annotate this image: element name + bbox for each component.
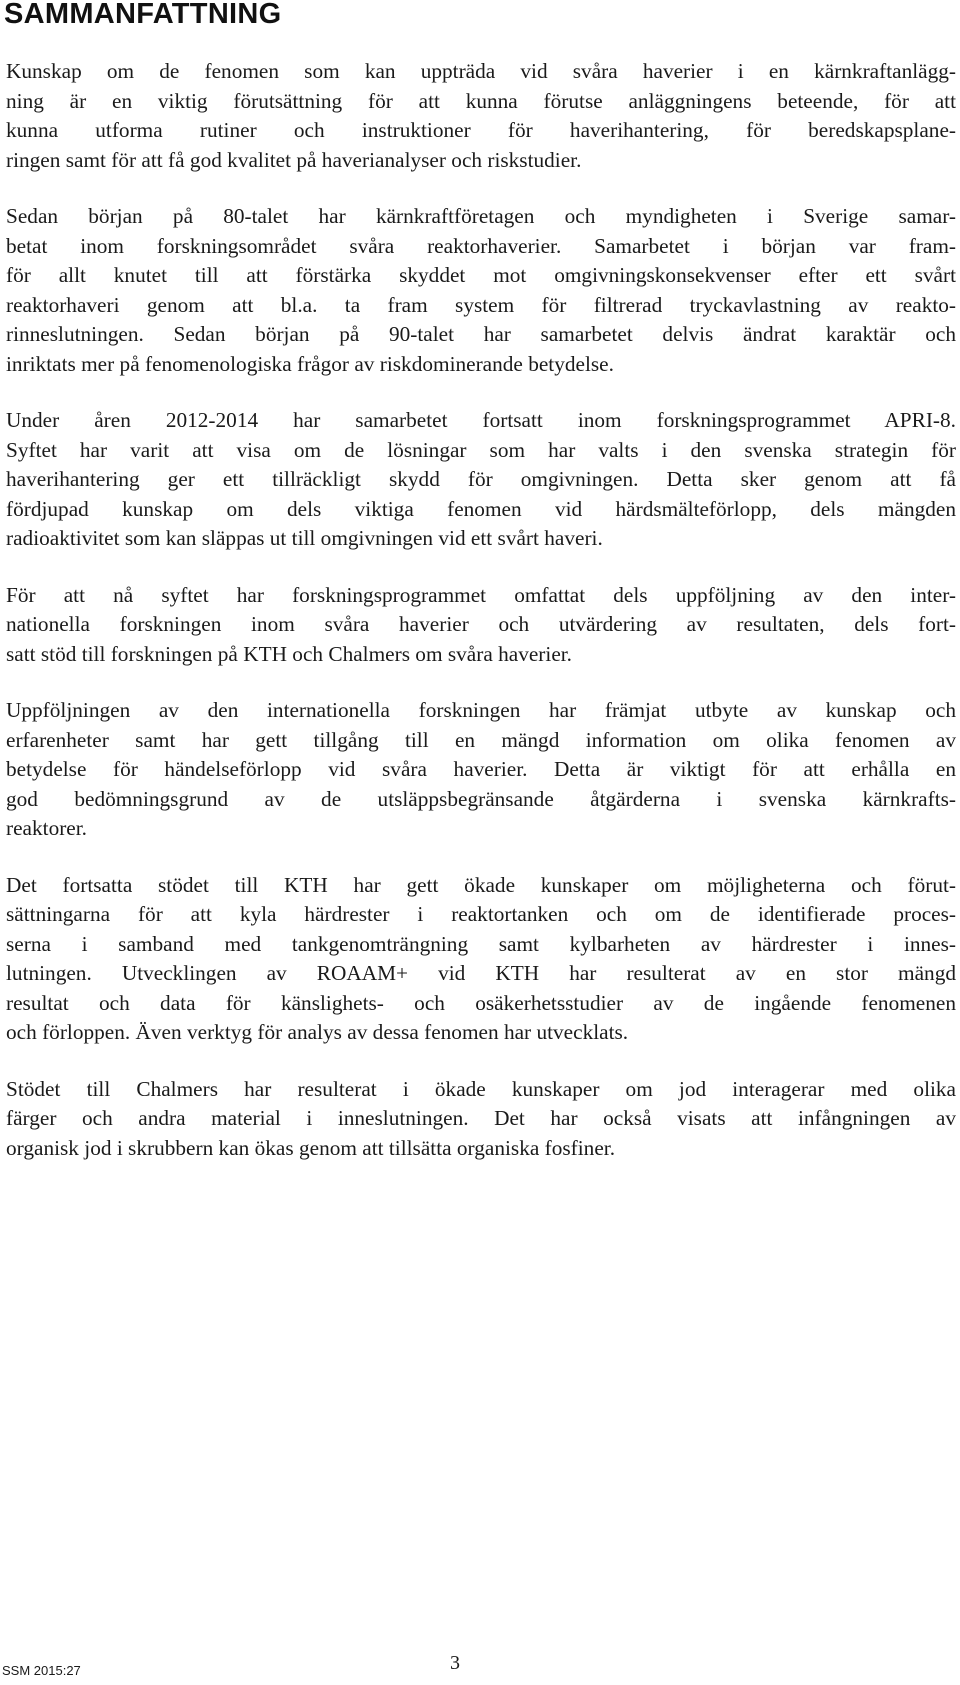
- text-line: betat inom forskningsområdet svåra reaktorhaverier. Samarbetet i början var fram-: [6, 233, 956, 258]
- text-line: för allt knutet till att förstärka skyddet mot omgivningskonsekvenser efter ett svårt: [6, 263, 956, 287]
- text-line: Det fortsatta stödet till KTH har gett ökade kunskaper om möjligheterna och förut-: [6, 872, 956, 897]
- text-line: Uppföljningen av den internationella forskningen har främjat utbyte av kunskap och: [6, 698, 956, 722]
- text-line: fördjupad kunskap om dels viktiga fenomen vid härdsmälteförlopp, dels mängden: [6, 496, 956, 521]
- text-line: god bedömningsgrund av de utsläppsbegränsande åtgärderna i svenska kärnkrafts-: [6, 786, 956, 811]
- text-line: rinneslutningen. Sedan början på 90-talet har samarbetet delvis ändrat karaktär och: [6, 322, 956, 346]
- text-line: Syftet har varit att visa om de lösningar som har valts i den svenska strategin för: [6, 437, 956, 462]
- text-line: lutningen. Utvecklingen av ROAAM+ vid KTH har resulterat av en stor mängd: [6, 961, 956, 985]
- text-line: Sedan början på 80-talet har kärnkraftföretagen och myndigheten i Sverige samar-: [6, 204, 956, 228]
- paragraph: [6, 1075, 956, 1164]
- page-number: 3: [450, 1652, 460, 1674]
- text-line: ringen samt för att få god kvalitet på haverianalyser och riskstudier.: [6, 147, 582, 172]
- text-line: och förloppen. Även verktyg för analys av dessa fenomen har utvecklats.: [6, 1020, 629, 1044]
- text-line: Kunskap om de fenomen som kan uppträda vid svåra haverier i en kärnkraftanlägg-: [6, 59, 956, 83]
- paragraph: [6, 202, 956, 379]
- paragraph: [6, 406, 956, 554]
- text-line: resultat och data för känslighets- och osäkerhetsstudier av de ingående fenomenen: [6, 990, 956, 1015]
- text-line: haverihantering ger ett tillräckligt skydd för omgivningen. Detta sker genom att få: [6, 467, 956, 491]
- text-line: reaktorhaveri genom att bl.a. ta fram system för filtrerad tryckavlastning av reakto-: [6, 292, 956, 317]
- text-line: organisk jod i skrubbern kan ökas genom att tillsätta organiska fosfiner.: [6, 1135, 616, 1160]
- text-line: kunna utforma rutiner och instruktioner för haverihantering, för beredskapsplane-: [6, 118, 956, 142]
- paragraph: [6, 871, 956, 1048]
- paragraph: [6, 57, 956, 175]
- text-line: serna i samband med tankgenomträngning samt kylbarheten av härdrester i innes-: [6, 931, 956, 956]
- text-line: Stödet till Chalmers har resulterat i ökade kunskaper om jod interagerar med olika: [6, 1076, 956, 1101]
- report-id: SSM 2015:27: [2, 1663, 81, 1678]
- text-line: radioaktivitet som kan släppas ut till omgivningen vid ett svårt haveri.: [6, 526, 603, 550]
- text-line: nationella forskningen inom svåra haverier och utvärdering av resultaten, dels fort-: [6, 612, 956, 636]
- text-line: sättningarna för att kyla härdrester i reaktortanken och om de identifierade proces-: [6, 902, 956, 926]
- text-line: erfarenheter samt har gett tillgång till en mängd information om olika fenomen av: [6, 727, 956, 752]
- summary-body: [6, 57, 956, 1190]
- page-title: SAMMANFATTNING: [4, 0, 282, 30]
- text-line: Under åren 2012-2014 har samarbetet fortsatt inom forskningsprogrammet APRI-8.: [6, 408, 956, 432]
- text-line: ning är en viktig förutsättning för att kunna förutse anläggningens beteende, för att: [6, 88, 956, 113]
- text-line: betydelse för händelseförlopp vid svåra haverier. Detta är viktigt för att erhålla en: [6, 757, 956, 781]
- text-line: reaktorer.: [6, 816, 87, 840]
- text-line: För att nå syftet har forskningsprogrammet omfattat dels uppföljning av den inter-: [6, 582, 956, 607]
- text-line: satt stöd till forskningen på KTH och Chalmers om svåra haverier.: [6, 641, 573, 666]
- paragraph: [6, 581, 956, 670]
- text-line: färger och andra material i inneslutningen. Det har också visats att infångningen av: [6, 1106, 956, 1130]
- text-line: inriktats mer på fenomenologiska frågor av riskdominerande betydelse.: [6, 351, 614, 376]
- paragraph: [6, 696, 956, 844]
